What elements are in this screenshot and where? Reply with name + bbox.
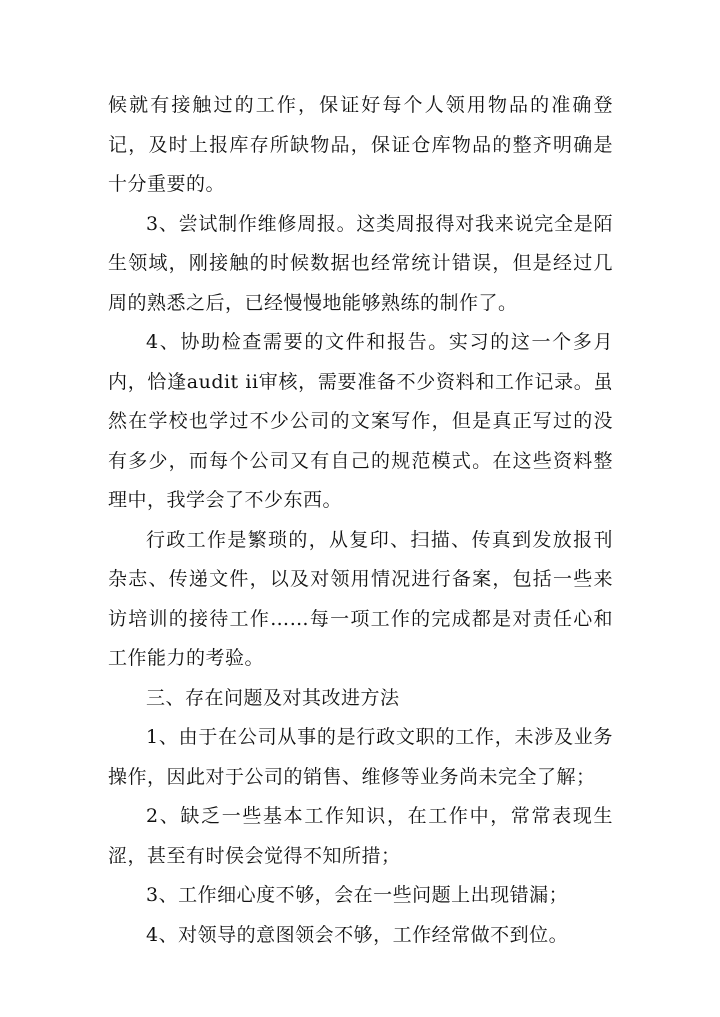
paragraph-continuation: 候就有接触过的工作，保证好每个人领用物品的准确登记，及时上报库存所缺物品，保证仓库物品的整齐明确是十分重要的。 [108,94,613,195]
problem-item-1: 1、由于在公司从事的是行政文职的工作，未涉及业务操作，因此对于公司的销售、维修等业务尚未完全了解； [108,726,613,788]
problem-item-4: 4、对领导的意图领会不够，工作经常做不到位。 [146,923,569,946]
paragraph-item-4-audit-documents: 4、协助检查需要的文件和报告。实习的这一个多月内，恰逢audit ii审核，需要准备不少资料和工作记录。虽然在学校也学过不少公司的文案写作，但是真正写过的没有多少，而每个公司又有自己的规范模式。在这些资料整理中，我学会了不少东西。 [108,331,613,511]
paragraph-item-3-weekly-report: 3、尝试制作维修周报。这类周报得对我来说完全是陌生领域，刚接触的时候数据也经常统计错误，但是经过几周的熟悉之后，已经慢慢地能够熟练的制作了。 [108,212,613,314]
document-body [108,86,613,955]
paragraph-admin-work-summary: 行政工作是繁琐的，从复印、扫描、传真到发放报刊杂志、传递文件，以及对领用情况进行备案，包括一些来访培训的接待工作……每一项工作的完成都是对责任心和工作能力的考验。 [108,528,613,669]
problem-item-3: 3、工作细心度不够，会在一些问题上出现错漏； [146,884,569,906]
section-heading-problems: 三、存在问题及对其改进方法 [146,686,400,709]
problem-item-2: 2、缺乏一些基本工作知识，在工作中，常常表现生涩，甚至有时侯会觉得不知所措； [108,805,613,867]
